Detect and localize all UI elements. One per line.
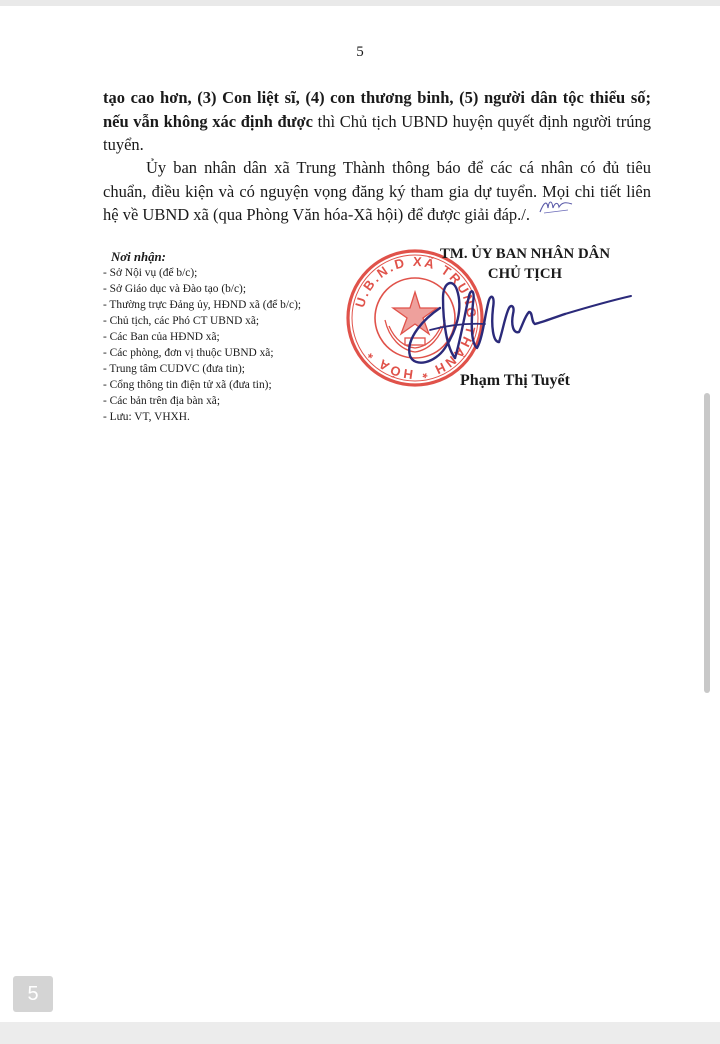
paragraph-1-normal: thì Chủ tịch UBND huyện quyết định người trúng tuyển. (103, 111, 651, 154)
page-indicator-badge[interactable]: 5 (13, 976, 53, 1012)
recipient-item: - Trung tâm CUDVC (đưa tin); (103, 363, 245, 375)
recipient-item: - Chủ tịch, các Phó CT UBND xã; (103, 315, 260, 327)
recipient-item: - Các phòng, đơn vị thuộc UBND xã; (103, 347, 274, 359)
signer-name: Phạm Thị Tuyết (460, 372, 570, 389)
recipients-list (103, 249, 301, 425)
signature-org-line2: CHỦ TỊCH (487, 266, 563, 282)
recipient-item: - Các bản trên địa bàn xã; (103, 395, 221, 407)
page-number: 5 (356, 44, 364, 60)
recipient-item: - Các Ban của HĐND xã; (103, 331, 220, 343)
recipients-title: Nơi nhận: (111, 250, 166, 264)
seal-text: U.B.N.D XÃ TRUNG THÀNH * HÓA * (352, 253, 480, 383)
scrollbar-thumb[interactable] (704, 393, 710, 693)
paragraph-1-bold: tạo cao hơn, (3) Con liệt sĩ, (4) con thương binh, (5) người dân tộc thiểu số; nếu vẫn không xác định được (103, 88, 651, 131)
handwritten-signature (385, 268, 635, 378)
paragraph-2: Ủy ban nhân dân xã Trung Thành thông báo để các cá nhân có đủ tiêu chuẩn, điều kiện và có nguyện vọng đăng ký tham gia dự tuyển. Mọi chi tiết liên hệ về UBND xã (qua Phòng Văn hóa-Xã hội) để được giải đáp./. (103, 158, 651, 224)
recipient-item: - Thường trực Đảng ủy, HĐND xã (để b/c); (103, 299, 302, 311)
initial-signature-icon (538, 196, 574, 216)
paragraph-1 (103, 86, 651, 157)
recipient-item: - Sở Nội vụ (để b/c); (103, 267, 198, 279)
viewer-bottom-band (0, 1022, 720, 1044)
signature-authority (410, 244, 640, 284)
signature-org-line1: TM. ỦY BAN NHÂN DÂN (439, 246, 611, 262)
recipient-item: - Lưu: VT, VHXH. (103, 411, 190, 423)
recipient-item: - Sở Giáo dục và Đào tạo (b/c); (103, 283, 246, 295)
recipient-item: - Cổng thông tin điện tử xã (đưa tin); (103, 379, 272, 391)
